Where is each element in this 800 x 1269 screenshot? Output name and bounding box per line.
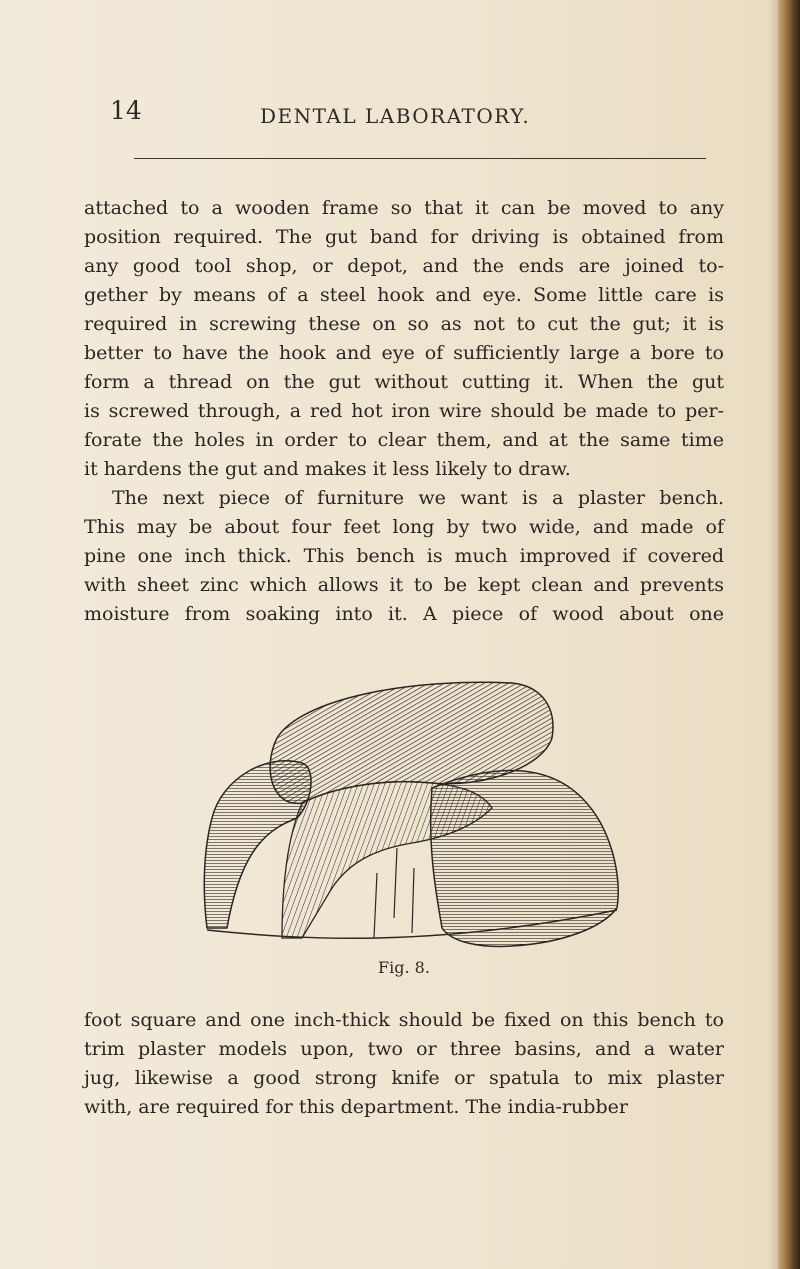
book-spine-edge — [778, 0, 800, 1269]
body-text-bottom — [84, 1006, 724, 1122]
header-rule — [134, 158, 706, 159]
body-text-top — [84, 194, 724, 629]
text-line: moisture from soaking into it. A piece of wood about one — [84, 603, 724, 625]
text-line: better to have the hook and eye of sufficiently large a bore to — [84, 342, 724, 364]
text-line: with sheet zinc which allows it to be kept clean and prevents — [84, 574, 724, 596]
text-line: form a thread on the gut without cutting it. When the gut — [84, 371, 724, 393]
text-line: with, are required for this department. The india-rubber — [84, 1096, 628, 1118]
running-title: DENTAL LABORATORY. — [260, 104, 531, 128]
shading-strokes — [374, 848, 414, 938]
block-right-side — [431, 771, 619, 947]
plaster-trimming-block-illustration — [182, 668, 627, 953]
gutter-shadow — [768, 0, 778, 1269]
text-line: The next piece of furniture we want is a plaster bench. — [112, 487, 724, 509]
text-line: This may be about four feet long by two wide, and made of — [84, 516, 724, 538]
text-line: is screwed through, a red hot iron wire should be made to per- — [84, 400, 724, 422]
text-line: it hardens the gut and makes it less likely to draw. — [84, 458, 571, 480]
figure-caption: Fig. 8. — [378, 958, 430, 977]
text-line: any good tool shop, or depot, and the ends are joined to- — [84, 255, 724, 277]
text-line: position required. The gut band for driving is obtained from — [84, 226, 724, 248]
text-line: foot square and one inch-thick should be fixed on this bench to — [84, 1009, 724, 1031]
text-line: trim plaster models upon, two or three basins, and a water — [84, 1038, 724, 1060]
text-line: gether by means of a steel hook and eye. Some little care is — [84, 284, 724, 306]
text-line: pine one inch thick. This bench is much improved if covered — [84, 545, 724, 567]
text-line: forate the holes in order to clear them, and at the same time — [84, 429, 724, 451]
page-number: 14 — [110, 96, 142, 125]
text-line: attached to a wooden frame so that it can be moved to any — [84, 197, 724, 219]
text-line: jug, likewise a good strong knife or spatula to mix plaster — [84, 1067, 724, 1089]
text-line: required in screwing these on so as not to cut the gut; it is — [84, 313, 724, 335]
